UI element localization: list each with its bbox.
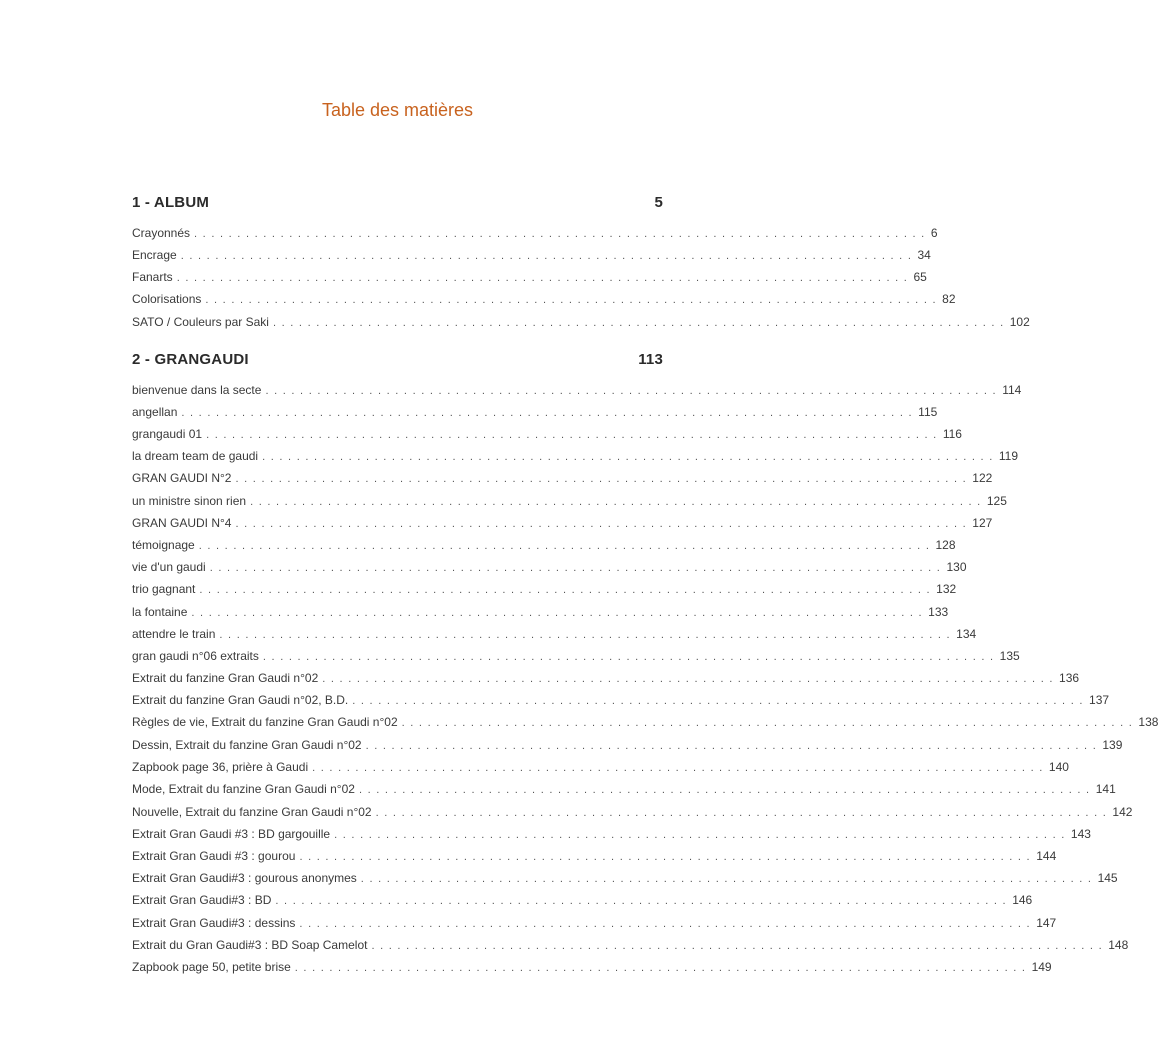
toc-entry-page: 125 <box>986 494 1007 508</box>
leader-dots: ..................................................................................... <box>294 962 1031 974</box>
toc-entry-label: trio gagnant <box>132 582 196 596</box>
toc-entry-label: Dessin, Extrait du fanzine Gran Gaudi n°02 <box>132 738 362 752</box>
toc-entry-page: 127 <box>972 516 993 530</box>
leader-dots: ..................................................................................... <box>191 607 928 619</box>
leader-dots: ..................................................................................... <box>401 717 1138 729</box>
toc-entry[interactable] <box>132 382 1022 398</box>
toc-entry-label: Règles de vie, Extrait du fanzine Gran Gaudi n°02 <box>132 715 398 729</box>
leader-dots: ..................................................................................... <box>265 385 1002 397</box>
toc-entry[interactable] <box>132 604 949 620</box>
section-page: 5 <box>654 194 663 211</box>
leader-dots: ..................................................................................... <box>299 851 1036 863</box>
toc-entry-page: 140 <box>1048 760 1069 774</box>
leader-dots: ..................................................................................... <box>199 584 936 596</box>
toc-entry-page: 136 <box>1059 671 1080 685</box>
leader-dots: ..................................................................................... <box>209 562 946 574</box>
leader-dots: ..................................................................................... <box>365 740 1102 752</box>
leader-dots: ..................................................................................... <box>176 272 913 284</box>
toc-entry-page: 144 <box>1036 849 1057 863</box>
toc-entry-page: 139 <box>1102 738 1123 752</box>
toc-entry-label: vie d'un gaudi <box>132 560 206 574</box>
toc-entry[interactable] <box>132 269 927 285</box>
toc-entry[interactable] <box>132 470 993 486</box>
toc-entry[interactable] <box>132 759 1069 775</box>
toc-entry[interactable] <box>132 714 1158 730</box>
toc-entry-label: bienvenue dans la secte <box>132 383 262 397</box>
toc-entry-page: 143 <box>1070 827 1091 841</box>
toc-entry-label: la fontaine <box>132 605 188 619</box>
toc-entry[interactable] <box>132 737 1123 753</box>
toc-entry-page: 134 <box>956 627 977 641</box>
toc-entry-page: 65 <box>913 270 927 284</box>
toc-entry-page: 142 <box>1112 805 1133 819</box>
leader-dots: ..................................................................................... <box>375 807 1112 819</box>
leader-dots: ..................................................................................... <box>358 784 1095 796</box>
leader-dots: ..................................................................................... <box>194 228 930 240</box>
toc-entry-label: angellan <box>132 405 178 419</box>
toc-entry-label: Extrait du fanzine Gran Gaudi n°02, B.D. <box>132 693 349 707</box>
toc-entry-label: Extrait Gran Gaudi#3 : gourous anonymes <box>132 871 357 885</box>
toc-entry-label: attendre le train <box>132 627 216 641</box>
toc-entry[interactable] <box>132 648 1020 664</box>
toc-entry[interactable] <box>132 870 1118 886</box>
toc-entry[interactable] <box>132 291 956 307</box>
section-heading-grangaudi[interactable] <box>132 351 663 371</box>
leader-dots: ..................................................................................... <box>334 829 1070 841</box>
toc-entry[interactable] <box>132 515 993 531</box>
leader-dots: ..................................................................................... <box>299 918 1036 930</box>
toc-entry-page: 147 <box>1036 916 1057 930</box>
toc-entry-label: Crayonnés <box>132 226 191 240</box>
leader-dots: ..................................................................................... <box>219 629 956 641</box>
leader-dots: ..................................................................................... <box>352 695 1089 707</box>
toc-entry-page: 146 <box>1012 893 1033 907</box>
leader-dots: ..................................................................................... <box>272 317 1009 329</box>
leader-dots: ..................................................................................... <box>181 407 918 419</box>
toc-entry-label: Nouvelle, Extrait du fanzine Gran Gaudi n°02 <box>132 805 372 819</box>
toc-entry-label: Extrait Gran Gaudi #3 : gourou <box>132 849 296 863</box>
toc-entry-page: 6 <box>930 226 938 240</box>
toc-entry-label: Colorisations <box>132 292 202 306</box>
leader-dots: ..................................................................................... <box>180 250 917 262</box>
toc-entry[interactable] <box>132 448 1018 464</box>
leader-dots: ..................................................................................... <box>322 673 1059 685</box>
toc-entry-page: 102 <box>1009 315 1030 329</box>
toc-entry-label: Zapbook page 50, petite brise <box>132 960 291 974</box>
toc-entry[interactable] <box>132 848 1057 864</box>
toc-entry[interactable] <box>132 959 1052 975</box>
section-title: 1 - ALBUM <box>132 194 210 211</box>
toc-entry[interactable] <box>132 559 967 575</box>
toc-entry-page: 141 <box>1095 782 1116 796</box>
toc-entry-page: 128 <box>935 538 956 552</box>
toc-entry[interactable] <box>132 404 938 420</box>
toc-entry[interactable] <box>132 626 977 642</box>
leader-dots: ..................................................................................... <box>206 429 942 441</box>
toc-entry-label: témoignage <box>132 538 195 552</box>
toc-entry[interactable] <box>132 581 957 597</box>
toc-entry-page: 130 <box>946 560 967 574</box>
toc-entry-page: 137 <box>1089 693 1110 707</box>
leader-dots: ..................................................................................... <box>235 518 972 530</box>
toc-entry-label: Fanarts <box>132 270 173 284</box>
toc-entry[interactable] <box>132 225 938 241</box>
toc-entry-page: 133 <box>928 605 949 619</box>
toc-entry-label: Mode, Extrait du fanzine Gran Gaudi n°02 <box>132 782 355 796</box>
toc-entry[interactable] <box>132 670 1080 686</box>
toc-entry[interactable] <box>132 493 1007 509</box>
section-title: 2 - GRANGAUDI <box>132 351 249 368</box>
leader-dots: ..................................................................................... <box>235 473 972 485</box>
leader-dots: ..................................................................................... <box>312 762 1048 774</box>
toc-entry-label: SATO / Couleurs par Saki <box>132 315 269 329</box>
toc-entry-page: 119 <box>998 449 1018 463</box>
toc-entry-page: 132 <box>936 582 957 596</box>
toc-entry[interactable] <box>132 937 1129 953</box>
toc-entry-label: Extrait du fanzine Gran Gaudi n°02 <box>132 671 319 685</box>
toc-entry-label: grangaudi 01 <box>132 427 203 441</box>
toc-entry-label: GRAN GAUDI N°2 <box>132 471 232 485</box>
toc-entry-label: Extrait du Gran Gaudi#3 : BD Soap Camelot <box>132 938 368 952</box>
leader-dots: ..................................................................................... <box>198 540 935 552</box>
toc-entry-label: Extrait Gran Gaudi#3 : BD <box>132 893 272 907</box>
toc-entry[interactable] <box>132 247 931 263</box>
toc-entry-label: la dream team de gaudi <box>132 449 259 463</box>
toc-entry-page: 138 <box>1138 715 1158 729</box>
toc-entry[interactable] <box>132 826 1091 842</box>
page-title: Table des matières <box>321 100 474 120</box>
toc-entry[interactable] <box>132 781 1116 797</box>
toc-entry-page: 145 <box>1097 871 1118 885</box>
toc-entry[interactable] <box>132 426 962 442</box>
toc-entry[interactable] <box>132 892 1033 908</box>
leader-dots: ..................................................................................... <box>360 873 1097 885</box>
section-heading-album[interactable] <box>132 194 663 214</box>
toc-entry-label: GRAN GAUDI N°4 <box>132 516 232 530</box>
toc-entry-page: 149 <box>1031 960 1052 974</box>
toc-entry-label: Encrage <box>132 248 177 262</box>
toc-entry-page: 114 <box>1002 383 1022 397</box>
toc-entry-page: 82 <box>942 292 956 306</box>
leader-dots: ..................................................................................... <box>262 451 998 463</box>
leader-dots: ..................................................................................... <box>205 294 942 306</box>
toc-entry[interactable] <box>132 692 1110 708</box>
leader-dots: ..................................................................................... <box>262 651 999 663</box>
toc-entry[interactable] <box>132 537 956 553</box>
toc-entry-page: 115 <box>918 405 938 419</box>
toc-entry-page: 116 <box>942 427 962 441</box>
leader-dots: ..................................................................................... <box>371 940 1108 952</box>
toc-entry-label: gran gaudi n°06 extraits <box>132 649 259 663</box>
toc-entry-label: Extrait Gran Gaudi #3 : BD gargouille <box>132 827 331 841</box>
leader-dots: ..................................................................................... <box>250 496 986 508</box>
toc-entry[interactable] <box>132 915 1057 931</box>
section-page: 113 <box>638 351 663 368</box>
toc-entry-page: 122 <box>972 471 993 485</box>
leader-dots: ..................................................................................... <box>275 895 1012 907</box>
toc-entry[interactable] <box>132 314 1030 330</box>
toc-entry-page: 148 <box>1108 938 1129 952</box>
toc-entry-label: Extrait Gran Gaudi#3 : dessins <box>132 916 296 930</box>
toc-entry-label: un ministre sinon rien <box>132 494 247 508</box>
toc-entry-page: 135 <box>999 649 1020 663</box>
toc-entry[interactable] <box>132 804 1133 820</box>
toc-entry-label: Zapbook page 36, prière à Gaudi <box>132 760 309 774</box>
toc-entry-page: 34 <box>917 248 931 262</box>
